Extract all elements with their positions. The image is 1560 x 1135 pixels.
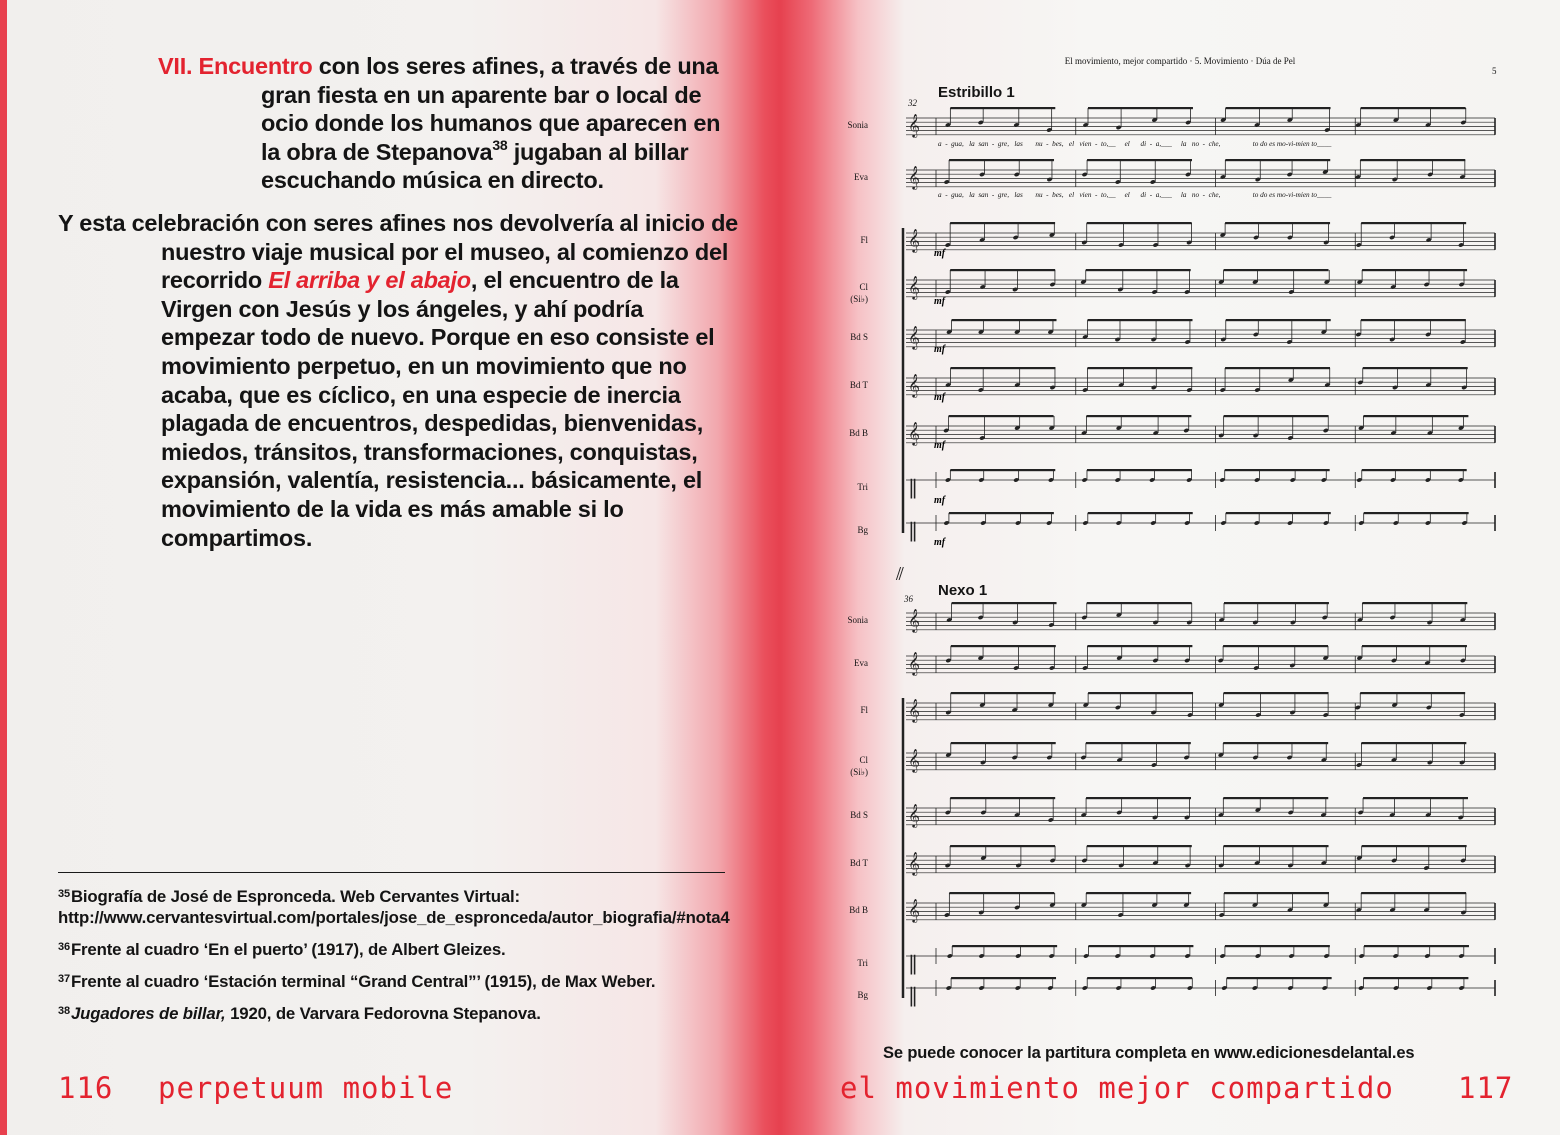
svg-text:‖: ‖ — [908, 951, 918, 975]
instrument-label: Eva — [854, 658, 868, 668]
svg-text:𝄞: 𝄞 — [908, 373, 920, 397]
bar-number: 36 — [904, 594, 913, 604]
staff — [906, 367, 1495, 398]
instrument-label: Bg — [857, 990, 868, 1000]
page-number-right: 117 — [1458, 1071, 1514, 1105]
footnote-35 — [58, 886, 730, 928]
footnote-number: 35 — [58, 888, 70, 900]
instrument-label: Bd T — [849, 380, 868, 390]
score-link-note: Se puede conocer la partitura completa en www.edicionesdelantal.es — [883, 1044, 1415, 1062]
footnote-number: 37 — [58, 973, 70, 985]
music-score — [847, 48, 1520, 1048]
footnote-36 — [58, 939, 698, 960]
section-label-nexo: Nexo 1 — [938, 582, 988, 599]
footnote-text: Frente al cuadro ‘Estación terminal “Grand Central”’ (1915), de Max Weber. — [70, 972, 656, 991]
dynamic-marking: mf — [934, 392, 946, 403]
page-edge-bleed — [0, 0, 7, 1135]
svg-text:𝄞: 𝄞 — [908, 851, 920, 875]
footnote-text: Biografía de José de Espronceda. Web Cervantes Virtual: http://www.cervantesvirtual.com/portales/jose_de_espronceda/autor_biografia/#nota4 — [58, 887, 730, 927]
instrument-label: Bd B — [849, 428, 868, 438]
staff — [906, 602, 1495, 633]
instrument-label: Bd S — [850, 810, 868, 820]
paragraph-text-end: , el encuentro de la Virgen con Jesús y los ángeles, y ahí podría empezar todo de nuevo. Porque en eso consiste el movimiento perpetuo, en un movimiento que no acaba, que es cíclico, en una especie de inercia plagada de encuentros, despedidas, bienvenidas, miedos, tránsitos, transformaciones, conquistas, expansión, valentía, resistencia... básicamente, el movimiento de la vida es más amable si lo compartimos. — [161, 267, 715, 551]
dynamic-marking: mf — [934, 495, 946, 506]
instrument-label: Tri — [857, 958, 868, 968]
instrument-label: (Si♭) — [850, 294, 868, 304]
svg-text:𝄞: 𝄞 — [908, 698, 920, 722]
svg-text:𝄞: 𝄞 — [908, 275, 920, 299]
footnote-number: 38 — [58, 1005, 70, 1017]
footnote-37 — [58, 971, 698, 992]
instrument-label: Bg — [857, 525, 868, 535]
staff — [906, 845, 1495, 876]
footnotes — [58, 886, 730, 1035]
instrument-label: Sonia — [847, 120, 868, 130]
staff — [906, 222, 1495, 253]
footnote-text: Frente al cuadro ‘En el puerto’ (1917), de Albert Gleizes. — [70, 940, 506, 959]
svg-text:𝄞: 𝄞 — [908, 325, 920, 349]
body-text — [58, 52, 738, 552]
staff — [906, 645, 1495, 676]
running-title-left: perpetuum mobile — [158, 1071, 454, 1105]
staff — [906, 797, 1495, 828]
dynamic-marking: mf — [934, 344, 946, 355]
instrument-label: Cl — [859, 755, 868, 765]
bar-number: 32 — [908, 98, 917, 108]
footnote-artwork-title: Jugadores de billar, — [70, 1004, 226, 1023]
svg-text:‖: ‖ — [908, 983, 918, 1007]
instrument-label: Bd B — [849, 905, 868, 915]
instrument-label: (Si♭) — [850, 767, 868, 777]
paragraph-celebracion — [58, 209, 738, 552]
svg-text:𝄞: 𝄞 — [908, 803, 920, 827]
footnote-38 — [58, 1003, 698, 1024]
staff — [906, 892, 1495, 923]
paragraph-text: con los seres afines, a través de una gran fiesta en un aparente bar o local de ocio donde los humanos que aparecen en la obra de Stepanova — [261, 53, 721, 165]
svg-text:𝄞: 𝄞 — [908, 165, 920, 189]
svg-text:𝄞: 𝄞 — [908, 421, 920, 445]
dynamic-marking: mf — [934, 248, 946, 259]
paragraph-encuentro — [58, 52, 738, 195]
svg-text:𝄞: 𝄞 — [908, 608, 920, 632]
svg-text:‖: ‖ — [908, 475, 918, 499]
instrument-label: Eva — [854, 172, 868, 182]
instrument-label: Tri — [857, 482, 868, 492]
lyrics-eva: a - gua, la san - gre, las nu - bes, el vien - to,__ el di - a,___ la no - che, to do es mo-vi-mien to____ — [938, 191, 1332, 199]
paragraph-text: Y esta celebración con seres afines nos devolvería al inicio de nuestro viaje musical por el museo, al comienzo del recorrido — [58, 209, 738, 294]
svg-text:𝄞: 𝄞 — [908, 113, 920, 137]
note-reference: 38 — [492, 136, 508, 153]
dynamic-marking: mf — [934, 440, 946, 451]
score-credit: El movimiento, mejor compartido · 5. Movimiento · Dúa de Pel — [1064, 56, 1296, 66]
highlight-title: El arriba y el abajo — [268, 267, 471, 294]
instrument-label: Fl — [860, 705, 868, 715]
dynamic-marking: mf — [934, 537, 946, 548]
svg-text:‖: ‖ — [908, 518, 918, 542]
staff — [906, 159, 1495, 190]
svg-text:𝄞: 𝄞 — [908, 651, 920, 675]
score-page-number: 5 — [1492, 66, 1497, 76]
paragraph-text-end: jugaban al billar escuchando música en directo. — [261, 138, 689, 194]
staff — [906, 107, 1495, 138]
staff — [906, 469, 1495, 500]
lyrics-sonia: a - gua, la san - gre, las nu - bes, el vien - to,__ el di - a,___ la no - che, to do es mo-vi-mien to____ — [938, 140, 1332, 148]
staff — [906, 742, 1495, 773]
staff — [906, 692, 1495, 723]
svg-text:⫽: ⫽ — [896, 564, 905, 585]
footnote-number: 36 — [58, 941, 70, 953]
staff — [906, 269, 1495, 300]
page-number-left: 116 — [58, 1071, 114, 1105]
staff — [906, 319, 1495, 350]
instrument-label: Bd T — [849, 858, 868, 868]
instrument-label: Bd S — [850, 332, 868, 342]
svg-text:𝄞: 𝄞 — [908, 748, 920, 772]
instrument-label: Cl — [859, 282, 868, 292]
running-title-right: el movimiento mejor compartido — [840, 1071, 1394, 1105]
section-heading: VII. Encuentro — [158, 53, 313, 79]
staff — [906, 512, 1495, 543]
svg-text:𝄞: 𝄞 — [908, 228, 920, 252]
staff — [906, 415, 1495, 446]
section-label-estribillo: Estribillo 1 — [938, 84, 1015, 101]
svg-text:𝄞: 𝄞 — [908, 898, 920, 922]
dynamic-marking: mf — [934, 296, 946, 307]
instrument-label: Sonia — [847, 615, 868, 625]
footnote-text: 1920, de Varvara Fedorovna Stepanova. — [225, 1004, 541, 1023]
staff — [906, 977, 1495, 1008]
footnote-divider — [58, 872, 725, 873]
instrument-label: Fl — [860, 235, 868, 245]
staff — [906, 945, 1495, 976]
